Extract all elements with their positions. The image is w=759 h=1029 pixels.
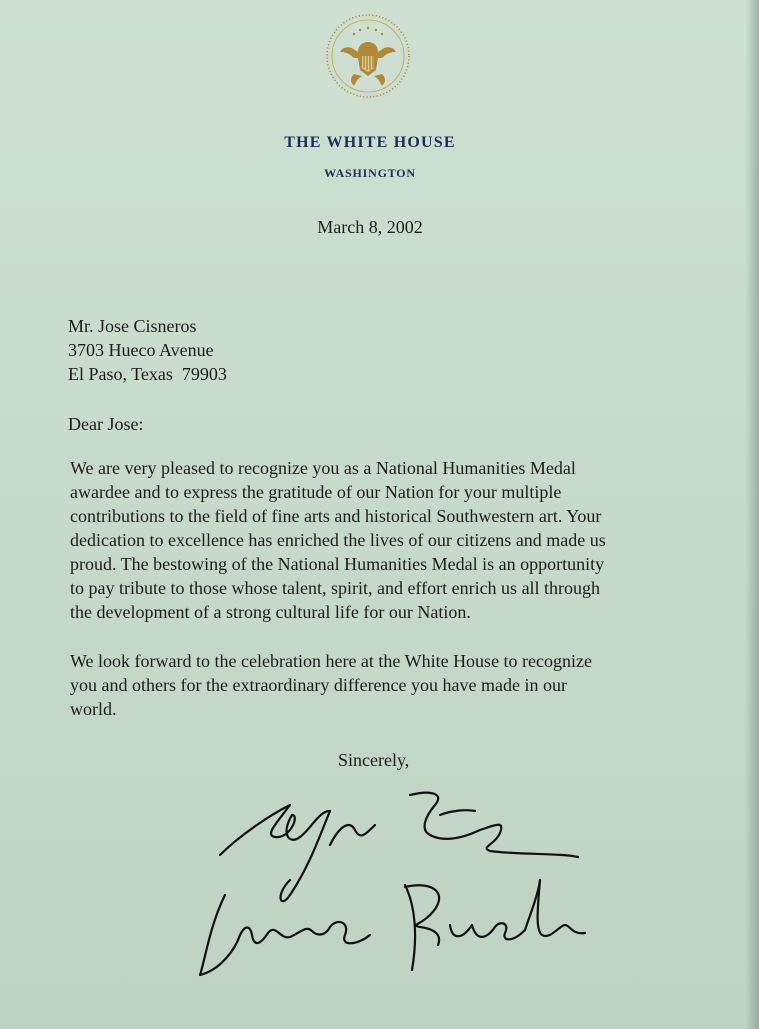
signature-2-stroke: [450, 880, 585, 939]
signature-1-stroke: [330, 825, 375, 845]
paper-shadow-edge: [745, 0, 759, 1029]
presidential-seal-icon: [324, 12, 412, 100]
signature-1-stroke: [410, 793, 578, 857]
recipient-city: El Paso, Texas 79903: [68, 364, 227, 384]
paragraph-line: contributions to the field of fine arts and historical Southwestern art. Your: [70, 506, 602, 526]
paragraph-line: the development of a strong cultural life for our Nation.: [70, 602, 471, 622]
signature-1-stroke: [440, 810, 475, 815]
handwritten-signatures: [180, 775, 600, 995]
signature-1-stroke: [220, 805, 330, 901]
letter-date: March 8, 2002: [317, 217, 423, 237]
salutation: Dear Jose:: [68, 414, 144, 434]
closing: Sincerely,: [338, 750, 410, 770]
paragraph-line: to pay tribute to those whose talent, spirit, and effort enrich us all through: [70, 578, 601, 598]
paragraph-line: you and others for the extraordinary difference you have made in our: [70, 675, 567, 695]
paragraph-line: proud. The bestowing of the National Humanities Medal is an opportunity: [70, 554, 605, 574]
paragraph-line: world.: [70, 699, 117, 719]
recipient-street: 3703 Hueco Avenue: [68, 340, 214, 360]
paragraph-line: We look forward to the celebration here at the White House to recognize: [70, 651, 593, 671]
paragraph-line: dedication to excellence has enriched the lives of our citizens and made us: [70, 530, 606, 550]
recipient-name: Mr. Jose Cisneros: [68, 316, 197, 336]
body-paragraph-2: [70, 649, 690, 721]
body-paragraph-1: [70, 456, 690, 624]
paragraph-line: We are very pleased to recognize you as a National Humanities Medal: [70, 458, 576, 478]
letterhead-city: WASHINGTON: [324, 166, 416, 180]
paragraph-line: awardee and to express the gratitude of our Nation for your multiple: [70, 482, 562, 502]
signature-2-stroke: [200, 895, 370, 975]
recipient-address: [68, 314, 227, 386]
letterhead-title: THE WHITE HOUSE: [284, 134, 456, 151]
signature-2-stroke: [405, 885, 439, 970]
